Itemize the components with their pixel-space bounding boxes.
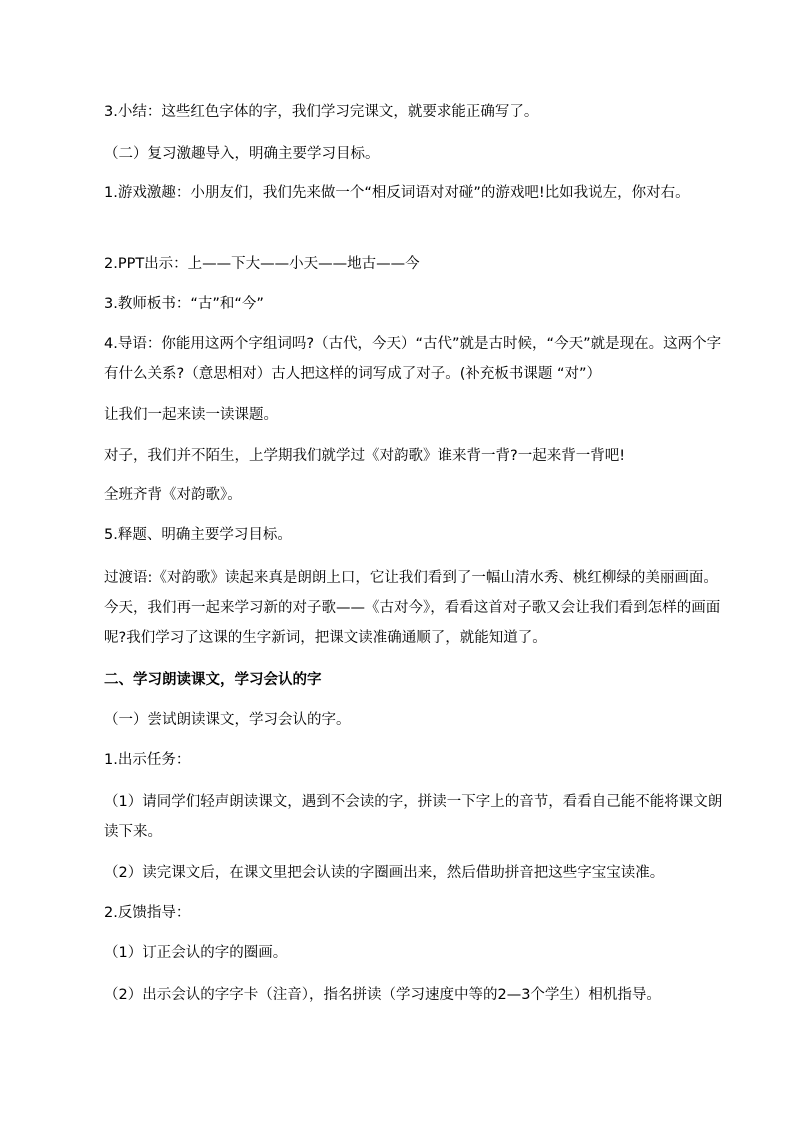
paragraph-summary: 3.小结：这些红色字体的字，我们学习完课文，就要求能正确写了。 xyxy=(104,104,539,120)
paragraph-feedback-2: （2）出示会认的字字卡（注音），指名拼读（学习速度中等的2—3个学生）相机指导。 xyxy=(104,987,661,1003)
subsection-heading-try-reading: （一）尝试朗读课文，学习会认的字。 xyxy=(104,712,351,728)
paragraph-read-title: 让我们一起来读一读课题。 xyxy=(104,407,278,423)
paragraph-recite: 全班齐背《对韵歌》。 xyxy=(104,487,242,503)
paragraph-task: 1.出示任务： xyxy=(104,752,191,768)
paragraph-ppt: 2.PPT出示：上——下大——小天——地古——今 xyxy=(104,256,420,272)
paragraph-blackboard: 3.教师板书：“古”和“今” xyxy=(104,296,264,312)
paragraph-game: 1.游戏激趣：小朋友们，我们先来做一个“相反词语对对碰”的游戏吧!比如我说左，你对右。 xyxy=(104,185,690,201)
paragraph-intro: 4.导语：你能用这两个字组词吗?（古代，今天）“古代”就是古时候，“今天”就是现在。这两个字有什么关系?（意思相对）古人把这样的词写成了对子。(补充板书课题 “对”） xyxy=(104,336,722,382)
paragraph-feedback-1: （1）订正会认的字的圈画。 xyxy=(104,945,288,961)
paragraph-task-1: （1）请同学们轻声朗读课文，遇到不会读的字，拼读一下字上的音节，看看自己能不能将课文朗读下来。 xyxy=(104,794,723,840)
paragraph-explain-title: 5.释题、明确主要学习目标。 xyxy=(104,527,292,543)
section-heading-review: （二）复习激趣导入，明确主要学习目标。 xyxy=(104,146,380,162)
paragraph-couplet: 对子，我们并不陌生，上学期我们就学过《对韵歌》谁来背一背?一起来背一背吧! xyxy=(104,448,626,464)
paragraph-feedback: 2.反馈指导： xyxy=(104,905,191,921)
paragraph-task-2: （2）读完课文后，在课文里把会认读的字圈画出来，然后借助拼音把这些字宝宝读准。 xyxy=(104,865,665,881)
section-heading-reading: 二、学习朗读课文，学习会认的字 xyxy=(104,672,322,688)
paragraph-transition: 过渡语:《对韵歌》读起来真是朗朗上口，它让我们看到了一幅山清水秀、桃红柳绿的美丽画面。今天，我们再一起来学习新的对子歌——《古对今》，看看这首对子歌又会让我们看到怎样的画面呢?我们学习了这课的生字新词，把课文读准确通顺了，就能知道了。 xyxy=(104,570,721,646)
